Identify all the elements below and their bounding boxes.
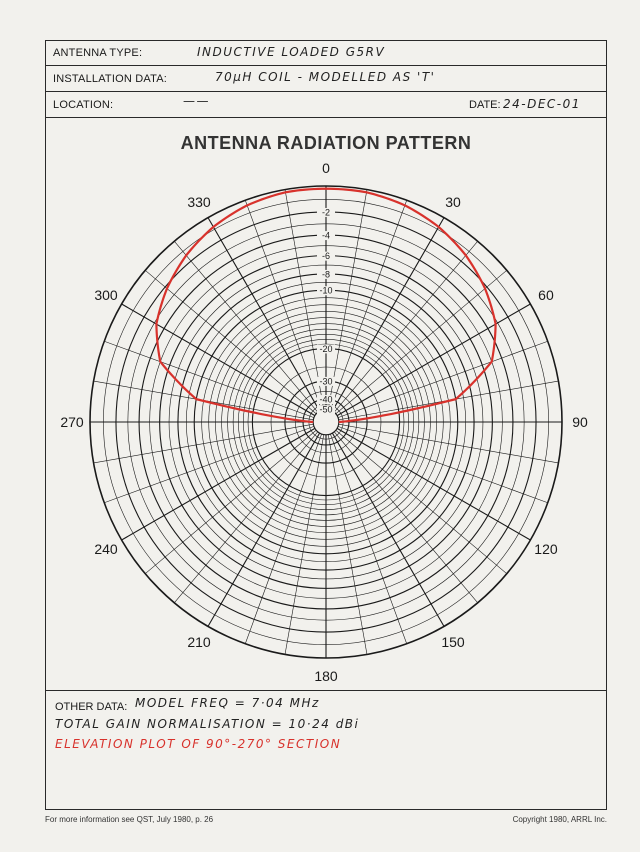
grid-spoke <box>330 434 406 644</box>
other-data-line2: TOTAL GAIN NORMALISATION = 10·24 dBi <box>55 717 360 731</box>
location-value: —— <box>183 94 210 108</box>
angle-label-240: 240 <box>94 541 118 557</box>
angle-label-30: 30 <box>445 194 461 211</box>
grid-spoke <box>330 200 406 410</box>
angle-label-300: 300 <box>94 287 118 303</box>
other-data-line3: ELEVATION PLOT OF 90°-270° SECTION <box>55 737 342 751</box>
angle-label-210: 210 <box>187 633 211 650</box>
antenna-type-value: INDUCTIVE LOADED G5RV <box>197 45 386 59</box>
radial-label-minus40: -40 <box>319 394 333 405</box>
antenna-type-label: ANTENNA TYPE: <box>53 47 143 59</box>
other-data-line1: MODEL FREQ = 7·04 MHz <box>135 696 320 710</box>
grid-spoke <box>338 341 548 417</box>
radial-label-minus8: -8 <box>321 269 331 280</box>
radial-label-minus4: -4 <box>321 230 331 241</box>
installation-row <box>45 66 607 92</box>
grid-spoke <box>104 341 314 417</box>
grid-spoke <box>328 190 367 410</box>
angle-label-150: 150 <box>441 633 465 650</box>
angle-label-90: 90 <box>572 414 588 430</box>
angle-label-60: 60 <box>538 287 554 303</box>
grid-spoke <box>104 426 314 502</box>
angle-label-180: 180 <box>314 668 338 684</box>
grid-spoke <box>245 434 321 644</box>
date-value: 24-DEC-01 <box>503 97 581 111</box>
other-data-section <box>45 690 607 810</box>
angle-label-120: 120 <box>534 541 558 557</box>
radial-label-minus50: -50 <box>319 404 333 415</box>
grid-spoke <box>285 435 324 655</box>
grid-spoke <box>338 426 548 502</box>
antenna-type-row <box>45 40 607 66</box>
radial-label-minus20: -20 <box>319 343 333 354</box>
radial-label-minus30: -30 <box>319 376 333 387</box>
grid-spoke <box>245 200 321 410</box>
other-data-label: OTHER DATA: <box>55 701 128 713</box>
date-label: DATE: <box>469 99 501 111</box>
grid-spoke <box>285 190 324 410</box>
angle-label-330: 330 <box>187 194 211 211</box>
radial-label-minus2: -2 <box>321 207 331 218</box>
grid-spoke <box>339 424 559 463</box>
footer-reference: For more information see QST, July 1980, p. 26 <box>45 815 214 824</box>
radiation-pattern-plot <box>45 160 607 685</box>
footer-copyright: Copyright 1980, ARRL Inc. <box>512 815 607 824</box>
chart-title: ANTENNA RADIATION PATTERN <box>180 133 472 153</box>
location-row <box>45 92 607 118</box>
grid-spoke <box>328 435 367 655</box>
grid-spoke <box>94 424 314 463</box>
angle-label-270: 270 <box>60 414 84 430</box>
radial-label-minus6: -6 <box>321 251 331 262</box>
location-label: LOCATION: <box>53 99 114 111</box>
radial-label-minus10: -10 <box>319 285 333 296</box>
installation-value: 70μH COIL - MODELLED AS 'T' <box>215 70 436 84</box>
angle-label-0: 0 <box>322 160 330 176</box>
installation-label: INSTALLATION DATA: <box>53 73 168 85</box>
